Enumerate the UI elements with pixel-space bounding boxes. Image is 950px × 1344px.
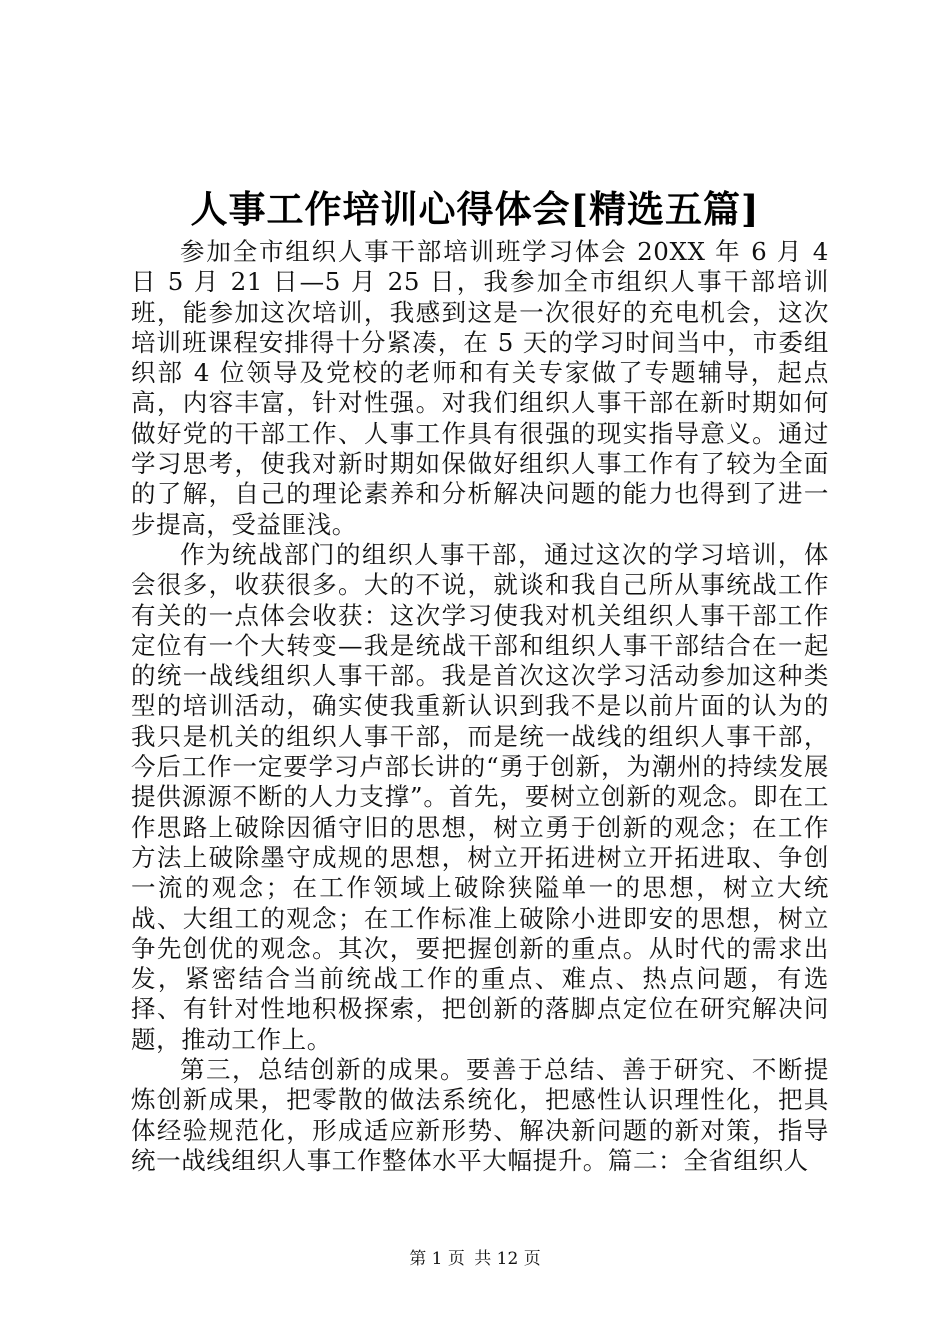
page-footer: [0, 1244, 950, 1269]
page-number: 第 1 页: [409, 1249, 465, 1269]
paragraph-3: 第三，总结创新的成果。要善于总结、善于研究、不断提炼创新成果，把零散的做法系统化，把感性认识理性化，把具体经验规范化，形成适应新形势、解决新问题的新对策，指导统一战线组织人事工作整体水平大幅提升。篇二：全省组织人: [131, 1055, 829, 1175]
document-body: [131, 237, 829, 1176]
paragraph-1: 参加全市组织人事干部培训班学习体会 20XX 年 6 月 4 日 5 月 21 日—5 月 25 日，我参加全市组织人事干部培训班，能参加这次培训，我感到这是一次很好的充电机会，这次培训班课程安排得十分紧凑，在 5 天的学习时间当中，市委组织部 4 位领导及党校的老师和有关专家做了专题辅导，起点高，内容丰富，针对性强。对我们组织人事干部在新时期如何做好党的干部工作、人事工作具有很强的现实指导意义。通过学习思考，使我对新时期如保做好组织人事工作有了较为全面的了解，自己的理论素养和分析解决问题的能力也得到了进一步提高，受益匪浅。: [131, 237, 829, 539]
paragraph-2: 作为统战部门的组织人事干部，通过这次的学习培训，体会很多，收获很多。大的不说，就谈和我自己所从事统战工作有关的一点体会收获：这次学习使我对机关组织人事干部工作定位有一个大转变—我是统战干部和组织人事干部结合在一起的统一战线组织人事干部。我是首次这次学习活动参加这种类型的培训活动，确实使我重新认识到我不是以前片面的认为的我只是机关的组织人事干部，而是统一战线的组织人事干部，今后工作一定要学习卢部长讲的“勇于创新，为潮州的持续发展提供源源不断的人力支撑”。首先，要树立创新的观念。即在工作思路上破除因循守旧的思想，树立勇于创新的观念；在工作方法上破除墨守成规的思想，树立开拓进树立开拓进取、争创一流的观念；在工作领域上破除狭隘单一的思想，树立大统战、大组工的观念；在工作标准上破除小进即安的思想，树立争先创优的观念。其次，要把握创新的重点。从时代的需求出发，紧密结合当前统战工作的重点、难点、热点问题，有选择、有针对性地积极探索，把创新的落脚点定位在研究解决问题，推动工作上。: [131, 539, 829, 1054]
page-total: 共 12 页: [474, 1249, 541, 1269]
document-title: 人事工作培训心得体会[精选五篇]: [190, 187, 760, 231]
